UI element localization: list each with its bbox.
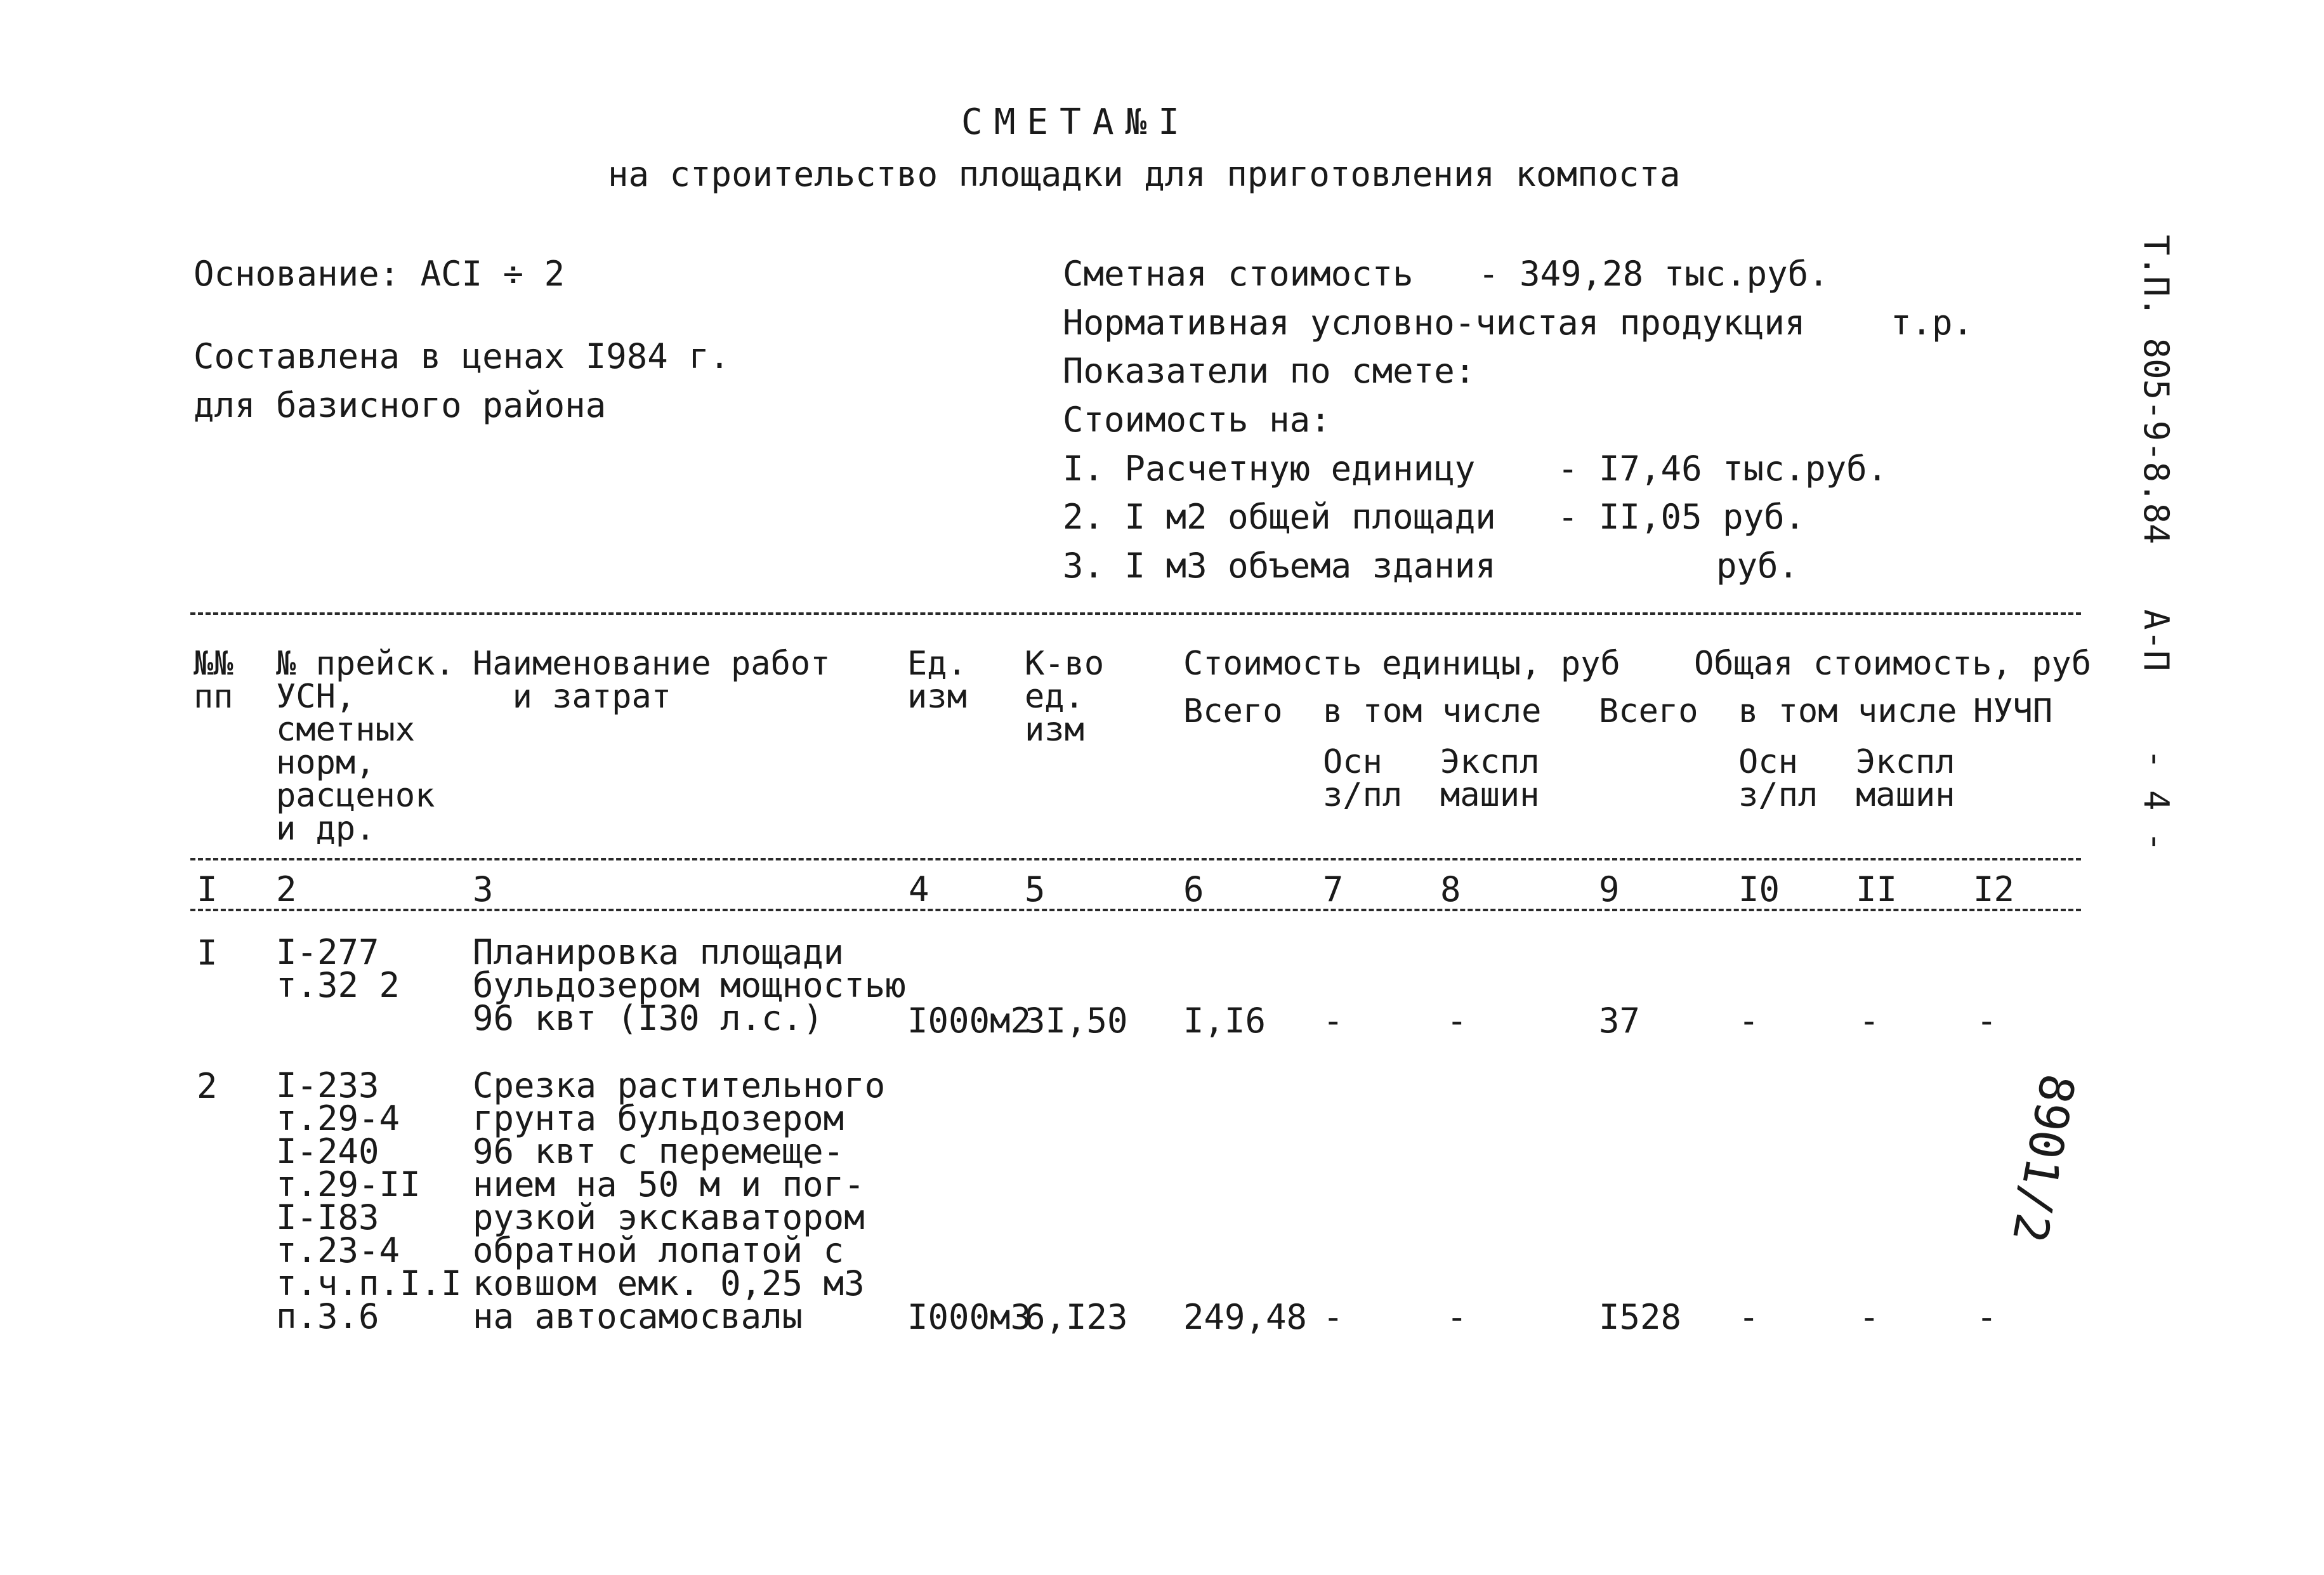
handwritten-inventory-number: 8901/2 <box>2001 1070 2085 1247</box>
row-1-total: 37 <box>1599 1001 1641 1041</box>
column-number: 5 <box>1025 869 1046 909</box>
column-number: 6 <box>1183 869 1204 909</box>
normative-unit: т.р. <box>1891 303 1974 343</box>
row-2-total: I528 <box>1599 1297 1682 1337</box>
row-1-total-wages: - <box>1738 1001 1759 1041</box>
header-price-code: № прейск. УСН, сметных норм, расценок и др. <box>276 645 455 848</box>
estimate-subtitle: на строительство площадки для приготовления компоста <box>608 154 1681 194</box>
row-2-unit-wages: - <box>1323 1297 1344 1337</box>
header-total-including: в том числе <box>1738 692 1957 730</box>
row-1-unit-total: I,I6 <box>1183 1001 1266 1041</box>
estimate-title: СМЕТА№I <box>961 102 1192 143</box>
header-work-name: Наименование работ и затрат <box>473 645 830 716</box>
row-1-unit: I000м2 <box>907 1001 1032 1041</box>
row-1-nuchp: - <box>1976 1001 1997 1041</box>
column-number: 4 <box>909 869 929 909</box>
header-unit: Ед. изм <box>907 645 967 716</box>
indicators-label: Показатели по смете: <box>1063 351 1476 391</box>
indicator-2-label: 2. I м2 общей площади <box>1063 497 1496 537</box>
column-number: 9 <box>1599 869 1620 909</box>
header-total-wages: Осн з/пл <box>1738 743 1818 814</box>
row-2-unit: I000м3 <box>907 1297 1032 1337</box>
header-unit-total: Всего <box>1183 692 1283 730</box>
row-1-total-machines: - <box>1859 1001 1880 1041</box>
header-quantity: К-во ед. изм <box>1025 645 1105 749</box>
column-number: 3 <box>473 869 494 909</box>
header-bottom-rule <box>190 858 2081 860</box>
indicator-2-value: - II,05 руб. <box>1558 497 1806 537</box>
header-unit-including: в том числе <box>1323 692 1542 730</box>
header-unit-cost-group: Стоимость единицы, руб <box>1183 645 1620 683</box>
indicator-1-value: - I7,46 тыс.руб. <box>1558 449 1888 489</box>
header-top-rule <box>190 612 2081 615</box>
prices-line-1: Составлена в ценах I984 г. <box>194 336 730 376</box>
header-row-number: №№ пп <box>194 645 233 716</box>
normative-label: Нормативная условно-чистая продукция <box>1063 303 1806 343</box>
header-nuchp: НУЧП <box>1973 692 2053 730</box>
row-2-unit-machines: - <box>1447 1297 1467 1337</box>
column-number: II <box>1856 869 1898 909</box>
prices-line-2: для базисного района <box>194 385 607 425</box>
column-number: I0 <box>1738 869 1780 909</box>
row-2-total-wages: - <box>1738 1297 1759 1337</box>
column-number: 2 <box>276 869 297 909</box>
indicator-1-label: I. Расчетную единицу <box>1063 449 1476 489</box>
row-1-unit-wages: - <box>1323 1001 1344 1041</box>
row-2-unit-total: 249,48 <box>1183 1297 1308 1337</box>
row-2-work-name: Срезка растительного грунта бульдозером 96 квт с перемеще- нием на 50 м и пог- рузкой экскаватором обратной лопатой с ковшом емк. 0,25 м3 на автосамосвалы <box>473 1065 886 1336</box>
cost-label: Сметная стоимость <box>1063 254 1414 294</box>
header-unit-machines: Экспл машин <box>1440 743 1540 814</box>
header-grand-total: Всего <box>1599 692 1698 730</box>
album-label: А-П <box>2136 609 2176 671</box>
row-2-number: 2 <box>197 1066 218 1106</box>
header-unit-wages: Осн з/пл <box>1323 743 1403 814</box>
row-1-quantity: 3I,50 <box>1025 1001 1128 1041</box>
header-total-machines: Экспл машин <box>1856 743 1955 814</box>
cost-for-label: Стоимость на: <box>1063 400 1331 440</box>
cost-value: - 349,28 тыс.руб. <box>1478 254 1829 294</box>
row-1-number: I <box>197 933 218 973</box>
basis-text: Основание: АСI ÷ 2 <box>194 254 565 294</box>
row-1-work-name: Планировка площади бульдозером мощностью 96 квт (I30 л.с.) <box>473 932 906 1038</box>
row-2-quantity: 6,I23 <box>1025 1297 1128 1337</box>
column-number: 7 <box>1323 869 1344 909</box>
row-2-code: I-233 т.29-4 I-240 т.29-II I-I83 т.23-4 т.ч.п.I.I п.3.6 <box>276 1065 462 1336</box>
page-number: - 4 - <box>2136 749 2176 852</box>
row-1-unit-machines: - <box>1447 1001 1467 1041</box>
column-number: 8 <box>1440 869 1461 909</box>
indicator-3-value: руб. <box>1716 546 1799 586</box>
column-number: I <box>197 869 218 909</box>
project-code: Т.П. 805-9-8.84 <box>2136 235 2176 544</box>
header-total-cost-group: Общая стоимость, руб <box>1694 645 2092 683</box>
row-2-nuchp: - <box>1976 1297 1997 1337</box>
row-1-code: I-277 т.32 2 <box>276 932 400 1005</box>
row-2-total-machines: - <box>1859 1297 1880 1337</box>
column-number: I2 <box>1973 869 2015 909</box>
indicator-3-label: 3. I м3 объема здания <box>1063 546 1496 586</box>
